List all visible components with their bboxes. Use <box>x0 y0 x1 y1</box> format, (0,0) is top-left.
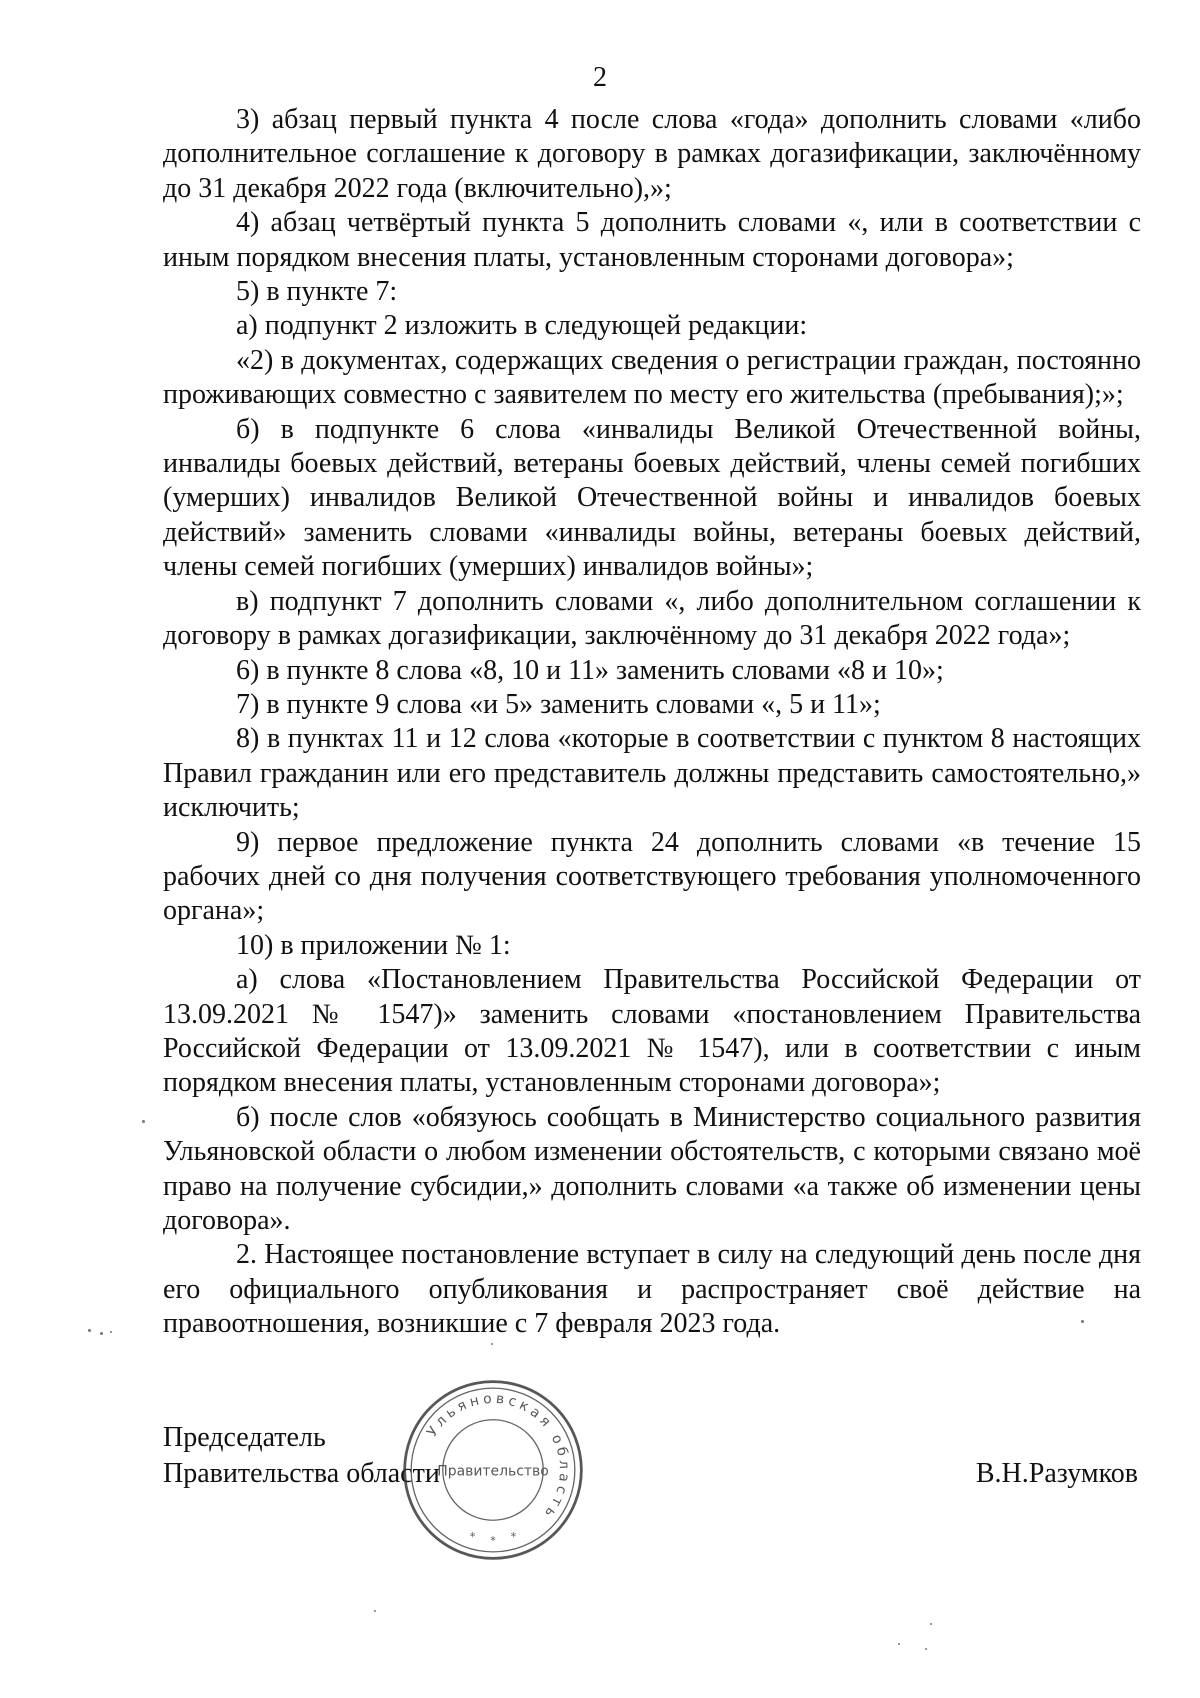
svg-text:*: * <box>469 1530 476 1544</box>
svg-text:*: * <box>490 1534 496 1548</box>
paragraph-item-3: 3) абзац первый пункта 4 после слова «года» дополнить словами «либо дополнительное соглашение к договору в рамках догазификации, заключённому до 31 декабря 2022 года (включительно),»; <box>163 104 1141 204</box>
signatory-position-line-1: Председатель <box>163 1422 326 1453</box>
paragraph-item-8: 8) в пунктах 11 и 12 слова «которые в соответствии с пунктом 8 настоящих Правил гражданин или его представитель должны представить самостоятельно,» исключить; <box>163 723 1141 824</box>
scan-speck <box>898 1643 900 1645</box>
scan-speck <box>142 1120 145 1123</box>
page-number: 2 <box>593 62 607 93</box>
paragraph-item-7: 7) в пункте 9 слова «и 5» заменить словами «, 5 и 11»; <box>236 688 881 720</box>
paragraph-section-2: 2. Настоящее постановление вступает в силу на следующий день после дня его официального опубликования и распространяет своё действие на правоотношения, возникшие с 7 февраля 2023 года. <box>163 1239 1141 1340</box>
svg-text:*: * <box>510 1530 517 1544</box>
paragraph-item-9: 9) первое предложение пункта 24 дополнить словами «в течение 15 рабочих дней со дня получения соответствующего требования уполномоченного органа»; <box>163 826 1141 927</box>
signatory-name: В.Н.Разумков <box>975 1458 1138 1489</box>
scan-speck <box>88 1329 91 1332</box>
paragraph-item-5: 5) в пункте 7: <box>236 276 398 308</box>
paragraph-subitem-5b: б) в подпункте 6 слова «инвалиды Великой Отечественной войны, инвалиды боевых действий, ветераны боевых действий, члены семей погибших (умерших) инвалидов Великой Отечественной войны и инвалидов боевых действий» заменить словами «инвалиды войны, ветераны боевых действий, члены семей погибших (умерших) инвалидов войны»; <box>163 413 1141 583</box>
scan-speck <box>110 1331 112 1333</box>
official-seal-stamp <box>400 1377 586 1563</box>
scan-speck <box>925 1648 927 1650</box>
paragraph-item-4: 4) абзац четвёртый пункта 5 дополнить словами «, или в соответствии с иным порядком внесения платы, установленным сторонами договора»; <box>163 207 1141 273</box>
paragraph-item-6: 6) в пункте 8 слова «8, 10 и 11» заменить словами «8 и 10»; <box>236 654 944 686</box>
scan-speck <box>374 1610 376 1612</box>
scan-speck <box>491 1343 493 1345</box>
svg-text:Ульяновская область: Ульяновская область <box>424 1390 573 1524</box>
signatory-position <box>163 1420 440 1492</box>
paragraph-subitem-5a: а) подпункт 2 изложить в следующей редакции: <box>236 310 808 342</box>
paragraph-item-10: 10) в приложении № 1: <box>236 929 511 961</box>
document-body <box>163 103 1141 1342</box>
scan-speck <box>930 1623 932 1625</box>
paragraph-subitem-10b: б) после слов «обязуюсь сообщать в Министерство социального развития Ульяновской области о любом изменении обстоятельств, с которыми связано моё право на получение субсидии,» дополнить словами «а также об изменении цены договора». <box>163 1101 1141 1236</box>
paragraph-subitem-10a: а) слова «Постановлением Правительства Российской Федерации от 13.09.2021 № 1547)» заменить словами «постановлением Правительства Российской Федерации от 13.09.2021 № 1547), или в соответствии с иным порядком внесения платы, установленным сторонами договора»; <box>163 964 1141 1099</box>
scan-speck <box>100 1332 103 1335</box>
svg-text:Правительство: Правительство <box>437 1463 549 1480</box>
scan-speck <box>1081 1320 1084 1323</box>
signatory-position-line-2: Правительства области <box>163 1458 440 1489</box>
paragraph-subitem-5v: в) подпункт 7 дополнить словами «, либо дополнительном соглашении к договору в рамках догазификации, заключённому до 31 декабря 2022 года»; <box>163 585 1141 652</box>
paragraph-quoted-subpoint-2: «2) в документах, содержащих сведения о регистрации граждан, постоянно проживающих совместно с заявителем по месту его жительства (пребывания);»; <box>163 344 1141 411</box>
